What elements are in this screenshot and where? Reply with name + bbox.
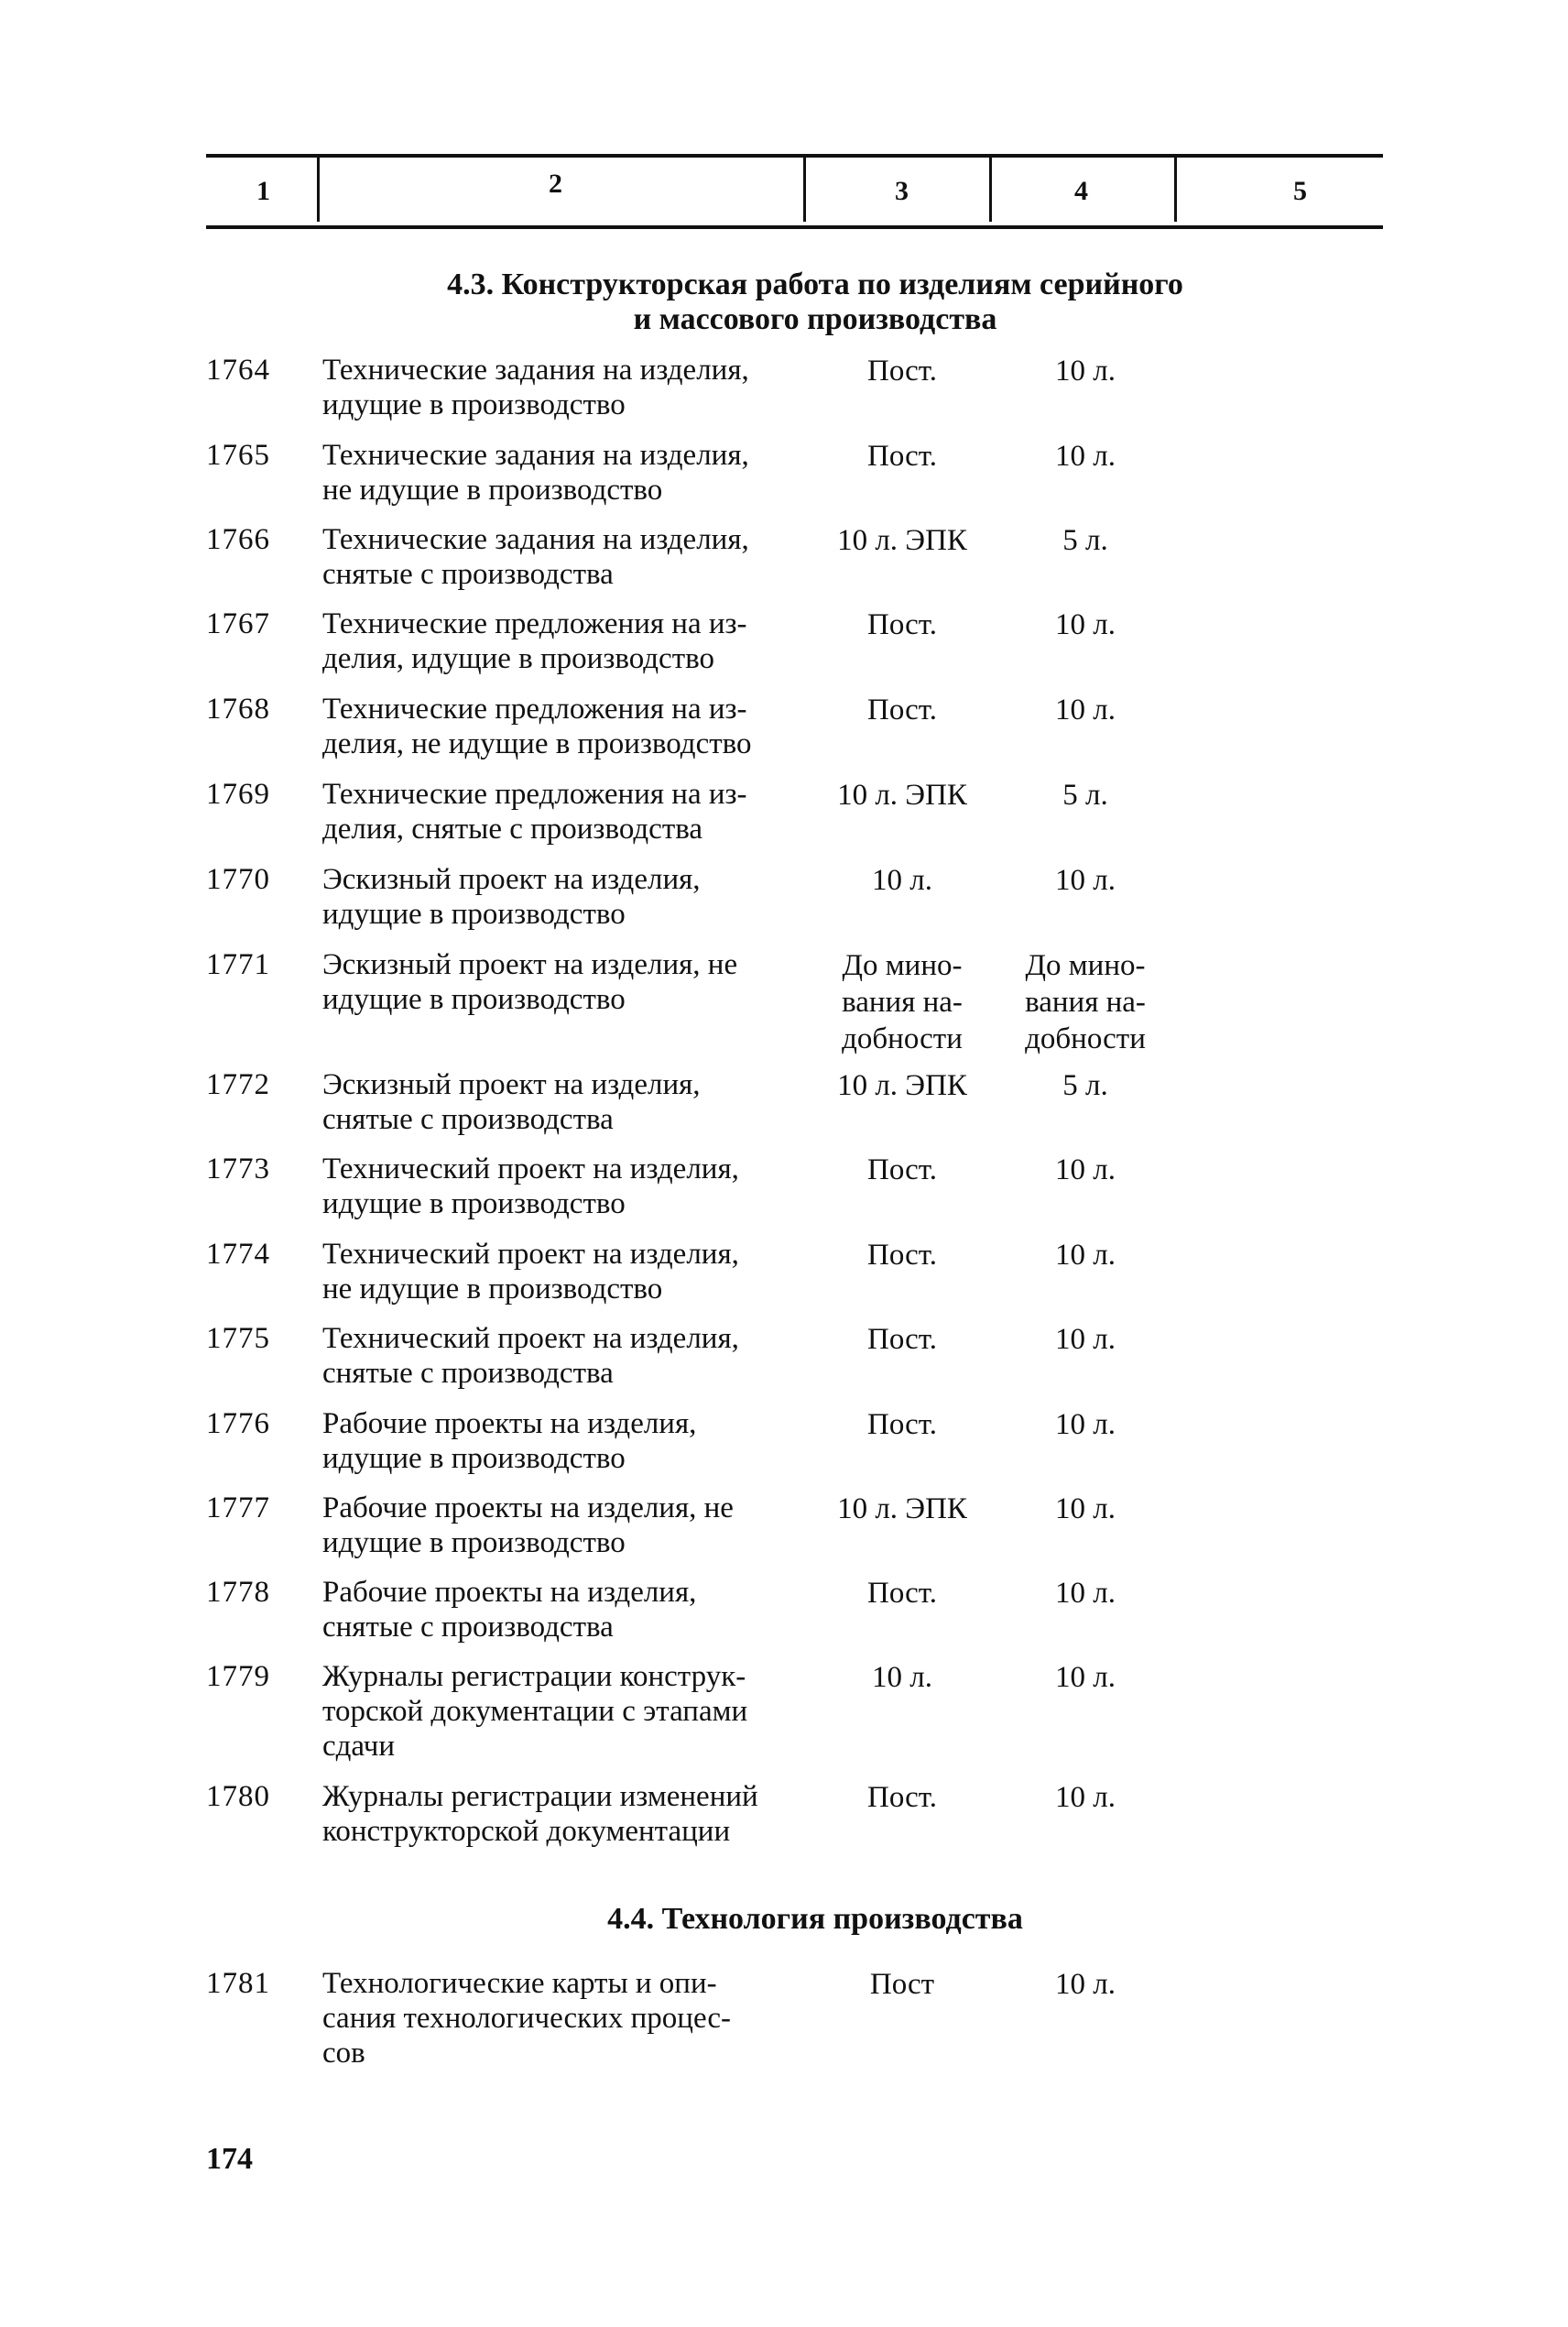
record-title: Рабочие проекты на изделия, идущие в производство xyxy=(322,1407,697,1475)
record-number: 1770 xyxy=(206,863,270,896)
retention-term-col4: 10 л. xyxy=(1055,694,1116,727)
retention-term-col4: 10 л. xyxy=(1055,1577,1116,1610)
record-title: Технические предложения на из- делия, снятые с производства xyxy=(322,778,747,846)
record-title: Технические предложения на из- делия, не идущие в производство xyxy=(322,693,752,760)
record-number: 1775 xyxy=(206,1322,270,1355)
record-number: 1765 xyxy=(206,439,270,472)
retention-term-col3: Пост. xyxy=(867,694,937,727)
record-number: 1778 xyxy=(206,1576,270,1609)
retention-term-col4: 10 л. xyxy=(1055,355,1116,388)
section-title-4-4: 4.4. Технология производства xyxy=(607,1902,1023,1936)
retention-term-col3: Пост. xyxy=(867,1781,937,1814)
record-number: 1771 xyxy=(206,948,270,981)
record-number: 1777 xyxy=(206,1491,270,1524)
record-number: 1769 xyxy=(206,778,270,811)
retention-term-col3: 10 л. ЭПК xyxy=(837,524,967,557)
retention-term-col3: 10 л. xyxy=(872,1661,932,1694)
record-title: Технический проект на изделия, идущие в производство xyxy=(322,1153,739,1220)
record-title: Технические задания на изделия, снятые с производства xyxy=(322,523,749,591)
retention-term-col4: 10 л. xyxy=(1055,608,1116,641)
record-title: Эскизный проект на изделия, не идущие в производство xyxy=(322,948,738,1016)
record-title: Рабочие проекты на изделия, снятые с производства xyxy=(322,1576,697,1644)
retention-term-col4: 5 л. xyxy=(1062,524,1108,557)
record-number: 1766 xyxy=(206,523,270,556)
retention-term-col3: Пост. xyxy=(867,1239,937,1272)
record-number: 1772 xyxy=(206,1068,270,1101)
retention-term-col3: 10 л. ЭПК xyxy=(837,1492,967,1525)
header-col-2: 2 xyxy=(549,169,562,199)
retention-term-col4: 10 л. xyxy=(1055,1661,1116,1694)
record-number: 1767 xyxy=(206,607,270,640)
header-col-3: 3 xyxy=(895,176,909,206)
retention-term-col4: 10 л. xyxy=(1055,1781,1116,1814)
record-number: 1776 xyxy=(206,1407,270,1440)
record-title: Технический проект на изделия, не идущие в производство xyxy=(322,1238,739,1306)
retention-term-col4: 5 л. xyxy=(1062,779,1108,812)
retention-term-col4: 10 л. xyxy=(1055,864,1116,897)
retention-term-col3: 10 л. ЭПК xyxy=(837,1069,967,1102)
retention-term-col4: До мино- вания на- добности xyxy=(1025,949,1146,1055)
record-title: Технологические карты и опи- сания технологических процес- сов xyxy=(322,1967,732,2070)
retention-term-col3: Пост xyxy=(869,1968,935,2001)
retention-term-col4: 10 л. xyxy=(1055,1323,1116,1356)
record-title: Технические задания на изделия, идущие в производство xyxy=(322,354,749,421)
record-title: Эскизный проект на изделия, идущие в производство xyxy=(322,863,701,931)
header-col-1: 1 xyxy=(256,176,270,206)
retention-term-col3: До мино- вания на- добности xyxy=(842,949,963,1055)
retention-term-col4: 5 л. xyxy=(1062,1069,1108,1102)
retention-term-col4: 10 л. xyxy=(1055,1408,1116,1441)
retention-term-col3: Пост. xyxy=(867,440,937,473)
record-title: Эскизный проект на изделия, снятые с производства xyxy=(322,1068,701,1136)
header-col-5: 5 xyxy=(1293,176,1307,206)
record-title: Технические предложения на из- делия, идущие в производство xyxy=(322,607,747,675)
retention-term-col3: Пост. xyxy=(867,355,937,388)
record-number: 1774 xyxy=(206,1238,270,1271)
record-title: Рабочие проекты на изделия, не идущие в производство xyxy=(322,1491,734,1559)
retention-term-col4: 10 л. xyxy=(1055,1968,1116,2001)
record-number: 1781 xyxy=(206,1967,270,2000)
record-number: 1764 xyxy=(206,354,270,387)
retention-term-col3: 10 л. xyxy=(872,864,932,897)
retention-term-col3: Пост. xyxy=(867,1408,937,1441)
table-header xyxy=(206,154,1383,229)
retention-term-col4: 10 л. xyxy=(1055,1239,1116,1272)
record-number: 1780 xyxy=(206,1780,270,1813)
retention-term-col3: Пост. xyxy=(867,608,937,641)
retention-term-col3: Пост. xyxy=(867,1577,937,1610)
page-number: 174 xyxy=(206,2142,253,2176)
record-number: 1779 xyxy=(206,1660,270,1693)
retention-term-col4: 10 л. xyxy=(1055,440,1116,473)
record-number: 1768 xyxy=(206,693,270,726)
record-title: Технический проект на изделия, снятые с производства xyxy=(322,1322,739,1390)
section-title-4-3: 4.3. Конструкторская работа по изделиям серийного и массового производства xyxy=(447,268,1183,336)
header-col-4: 4 xyxy=(1074,176,1088,206)
record-title: Журналы регистрации конструк- торской документации с этапами сдачи xyxy=(322,1660,748,1763)
record-title: Журналы регистрации изменений конструкторской документации xyxy=(322,1780,758,1848)
retention-term-col3: Пост. xyxy=(867,1323,937,1356)
record-number: 1773 xyxy=(206,1153,270,1185)
retention-term-col4: 10 л. xyxy=(1055,1153,1116,1186)
retention-term-col3: 10 л. ЭПК xyxy=(837,779,967,812)
record-title: Технические задания на изделия, не идущие в производство xyxy=(322,439,749,507)
retention-term-col3: Пост. xyxy=(867,1153,937,1186)
retention-term-col4: 10 л. xyxy=(1055,1492,1116,1525)
